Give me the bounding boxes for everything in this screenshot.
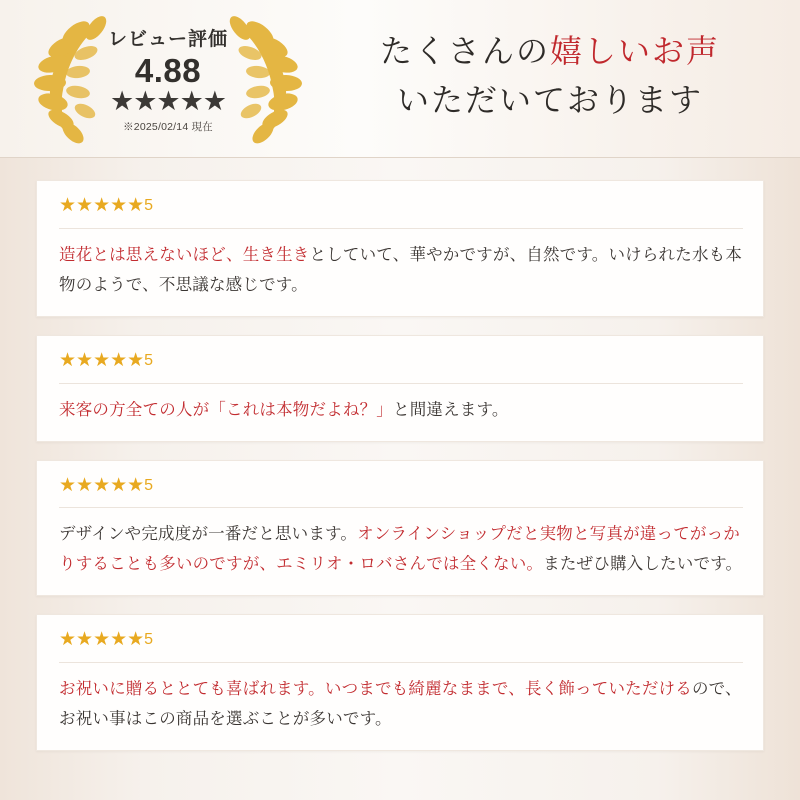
review-stars-icon <box>59 350 743 373</box>
review-text <box>59 519 743 579</box>
review-card <box>36 335 764 442</box>
card-divider <box>59 662 743 663</box>
review-text-highlight: 来客の方全ての人が「これは本物だよね？」 <box>59 400 393 419</box>
review-stars-icon <box>59 475 743 498</box>
review-text-plain: デザインや完成度が一番だと思います。 <box>59 525 358 544</box>
review-card <box>36 460 764 597</box>
rating-number: 5 <box>144 631 154 649</box>
headline-text-pre: たくさんの <box>379 33 550 70</box>
review-text-plain: ので、お祝い事はこの商品を選ぶことが多いです。 <box>59 680 742 729</box>
review-list <box>0 158 800 761</box>
review-text-plain: またぜひ購入したいです。 <box>543 555 743 574</box>
review-text <box>59 674 743 734</box>
page-title <box>318 27 800 124</box>
review-text <box>59 240 743 300</box>
card-divider <box>59 507 743 508</box>
stars-glyphs: ★★★★★ <box>59 474 145 496</box>
review-card <box>36 614 764 751</box>
stars-glyphs: ★★★★★ <box>59 349 145 371</box>
review-stars-icon <box>59 629 743 652</box>
review-date-note: ※2025/02/14 現在 <box>123 120 213 133</box>
rating-number: 5 <box>144 351 154 369</box>
rating-number: 5 <box>144 476 154 494</box>
card-divider <box>59 228 743 229</box>
review-text-highlight: 造花とは思えないほど、生き生き <box>59 245 310 264</box>
review-stars-icon: ★★★★★ <box>109 85 227 116</box>
card-divider <box>59 383 743 384</box>
review-text-highlight: お祝いに贈るととても喜ばれます。いつまでも綺麗なままで、長く飾っていただける <box>59 680 692 699</box>
rating-number: 5 <box>144 197 154 214</box>
header-divider <box>0 157 800 158</box>
review-text-plain: としていて、華やかですが、自然です。 <box>309 245 609 264</box>
review-stars-icon <box>59 195 743 218</box>
review-text <box>59 395 743 425</box>
headline-line-1 <box>318 27 782 76</box>
review-text-plain: いけられた水も本物のようで、不思議な感じです。 <box>59 245 743 294</box>
rating-badge <box>18 4 318 154</box>
review-card <box>36 180 764 317</box>
stars-glyphs: ★★★★★ <box>59 195 145 216</box>
stars-glyphs: ★★★★★ <box>59 629 145 651</box>
page-header <box>0 0 800 158</box>
review-text-plain: と間違えます。 <box>393 400 509 419</box>
review-score: 4.88 <box>134 51 202 89</box>
rating-badge-text <box>18 30 318 134</box>
headline-text-accent: 嬉しいお声 <box>550 33 721 70</box>
headline-line-2: いただいております <box>396 82 703 118</box>
review-text-highlight: オンラインショップだと実物と写真が違ってがっかりすることも多いのですが、エミリオ・ロバさんでは全くない。 <box>59 525 740 574</box>
review-label: レビュー評価 <box>107 29 228 50</box>
